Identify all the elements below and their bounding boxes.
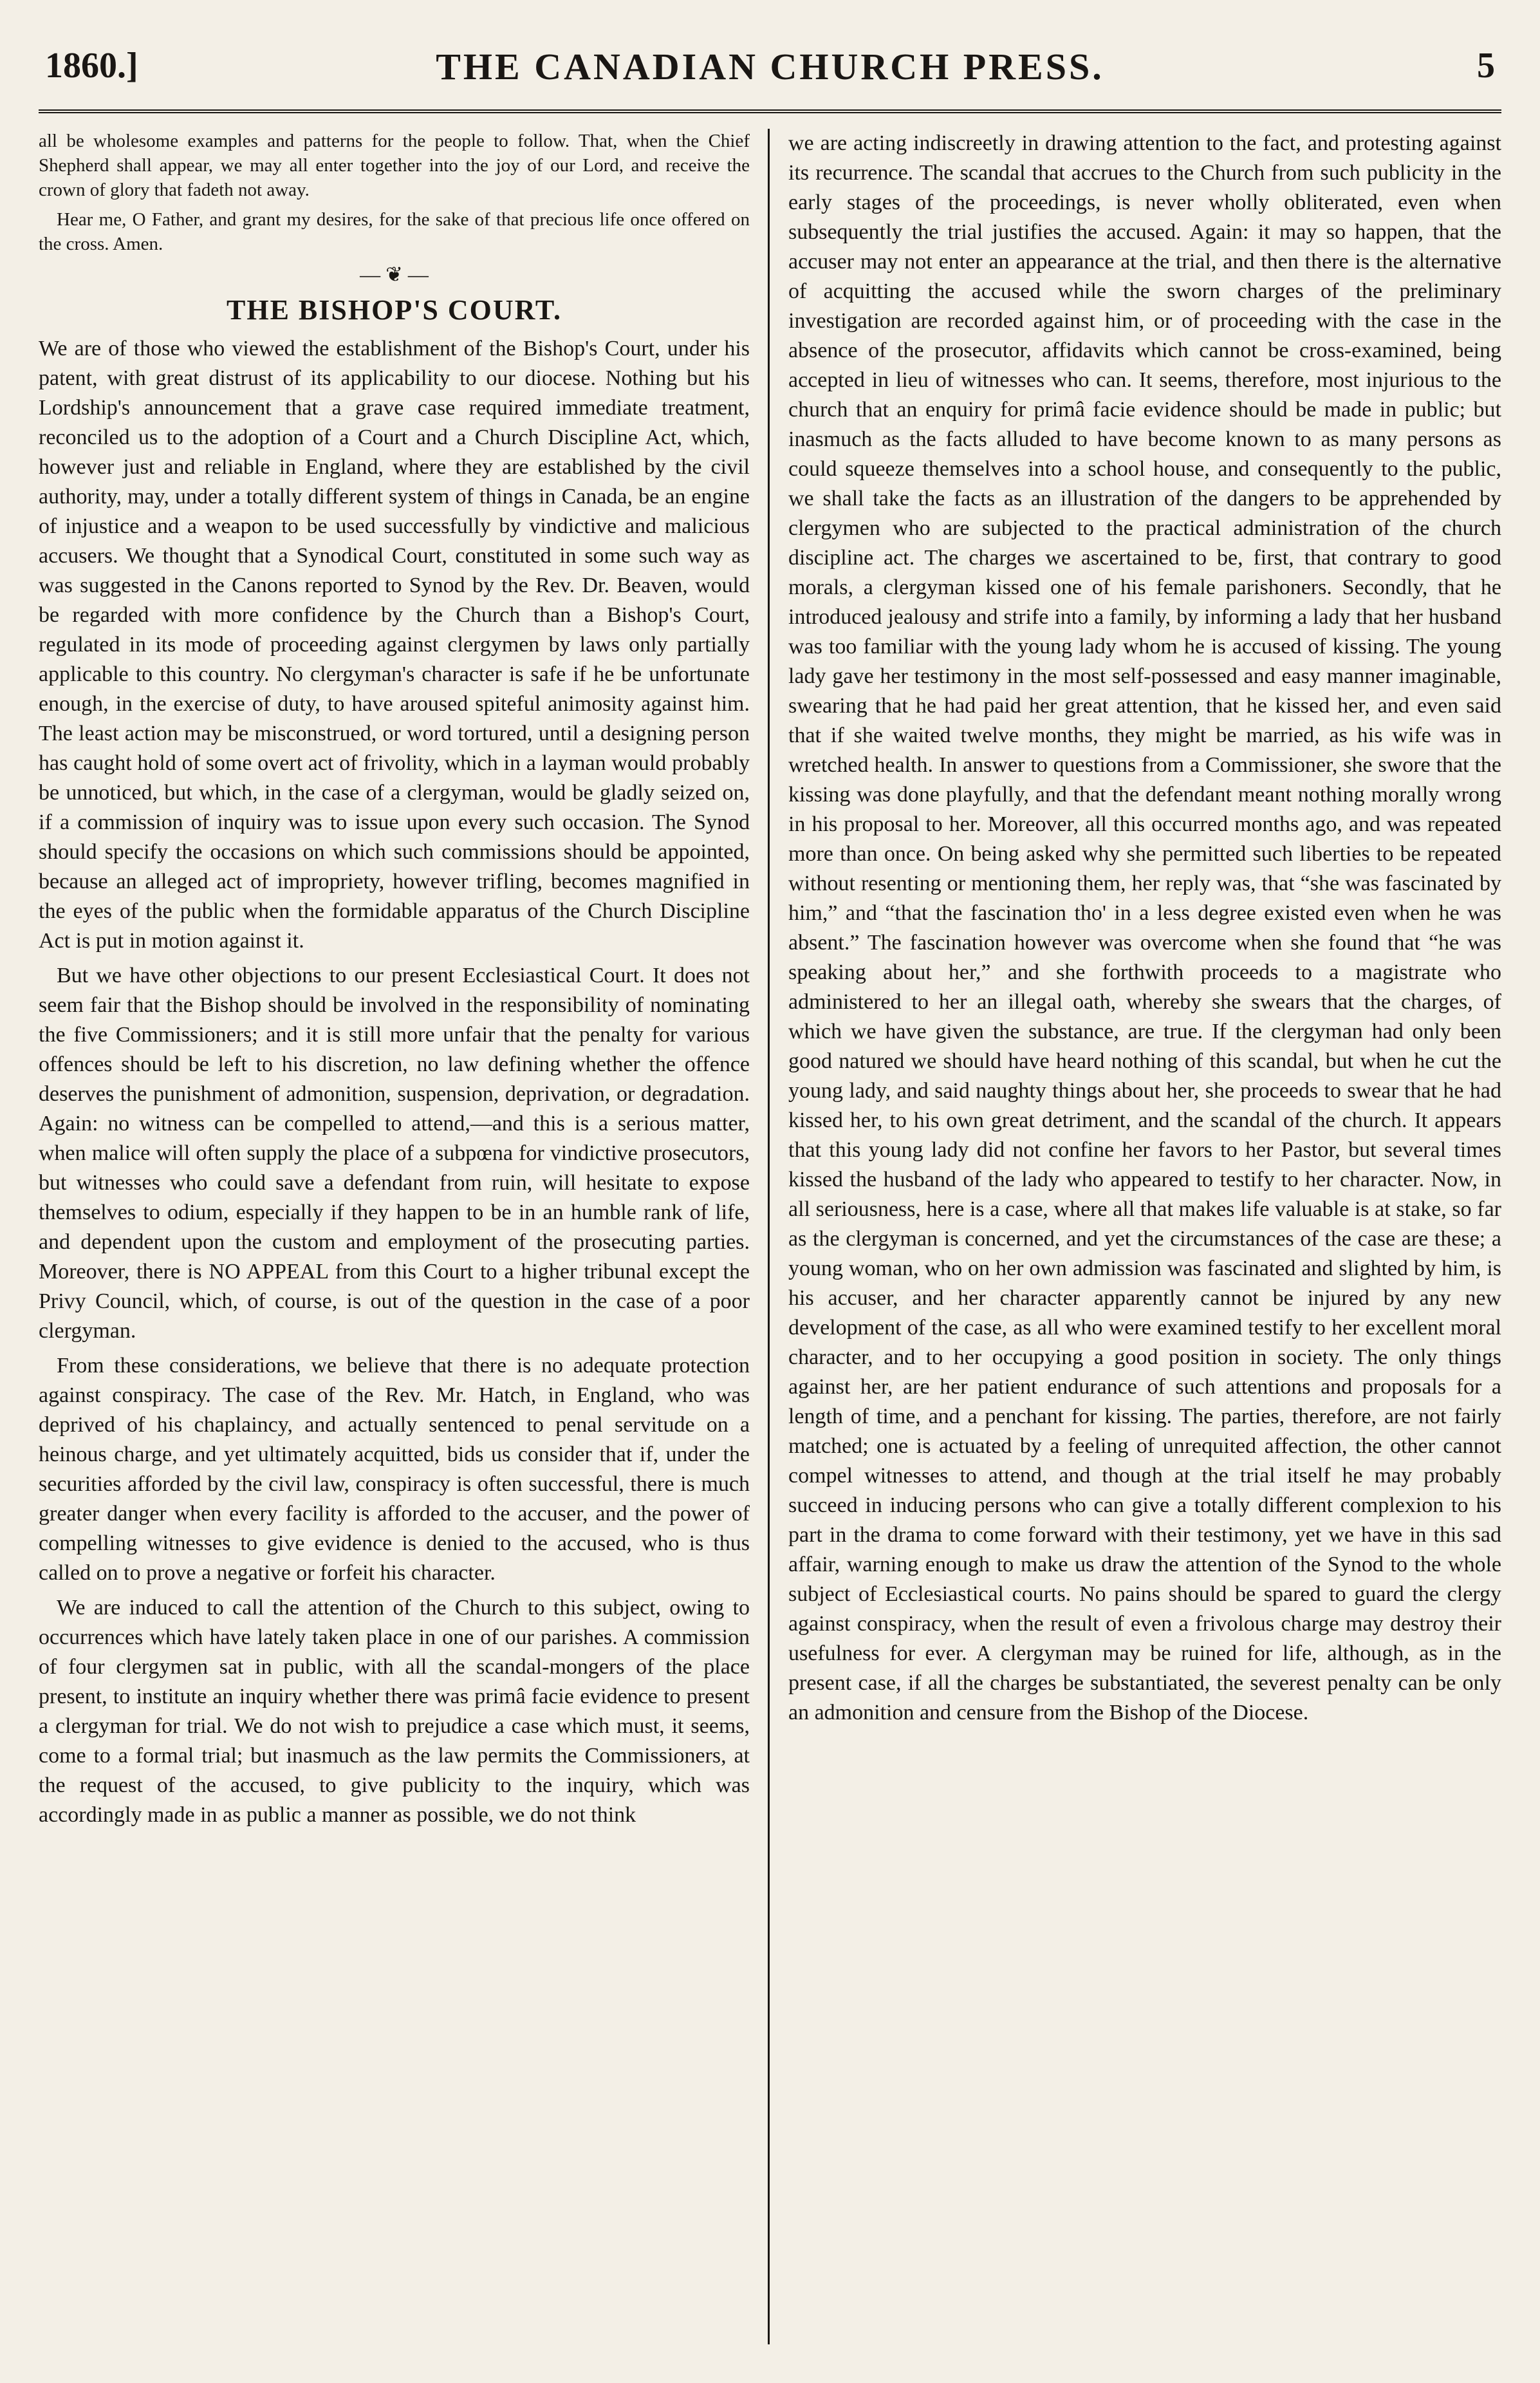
right-column bbox=[788, 129, 1501, 2344]
article-paragraph: We are induced to call the attention of the Church to this subject, owing to occurrences which have lately taken place in one of our parishes. A commission of four clergymen sat in public, with all the scandal-mongers of the place present, to institute an inquiry whether there was primâ facie evidence to present a clergyman for trial. We do not wish to prejudice a case which must, it seems, come to a formal trial; but inasmuch as the law permits the Commissioners, at the request of the accused, to give publicity to the inquiry, which was accordingly made in as public a manner as possible, we do not think bbox=[39, 1596, 750, 1827]
article-paragraph: From these considerations, we believe that there is no adequate protection against conspiracy. The case of the Rev. Mr. Hatch, in England, who was deprived of his chaplaincy, and actually sentenced to penal servitude on a heinous charge, and yet ultimately acquitted, bids us consider that if, under the securities afforded by the civil law, conspiracy is often successful, there is much greater danger when every facility is afforded to the accuser, and the power of compelling witnesses to give evidence is denied to the accused, who is thus called on to prove a negative or forfeit his character. bbox=[39, 1354, 750, 1585]
ornament-divider: — ❦ — bbox=[360, 263, 429, 286]
article-paragraph: we are acting indiscreetly in drawing attention to the fact, and protesting against its recurrence. The scandal that accrues to the Church from such publicity in the early stages of the proceedings, is never wholly obliterated, even when subsequently the trial justifies the accused. Again: it may so happen, that the accuser may not enter an appearance at the trial, and then there is the alternative of acquitting the accused while the sworn charges of the preliminary investigation are recorded against him, or of proceeding with the case in the absence of the prosecutor, affidavits which cannot be cross-examined, being accepted in lieu of witnesses who can. It seems, therefore, most injurious to the church that an enquiry for primâ facie evidence should be made in public; but inasmuch as the facts alluded to have become known to as many persons as could squeeze themselves into a school house, and consequently to the public, we shall take the facts as an illustration of the dangers to be apprehended by clergymen who are subjected to the practical administration of the church discipline act. The charges we ascertained to be, first, that contrary to good morals, a clergyman kissed one of his female parishoners. Secondly, that he introduced jealousy and strife into a family, by informing a lady that her husband was too familiar with the young lady whom he is accused of kissing. The young lady gave her testimony in the most self-possessed and easy manner imaginable, swearing that he had paid her great attention, that he kissed her, and even said that if she waited twelve months, they might be married, as his wife was in wretched health. In answer to questions from a Commissioner, she swore that the kissing was done playfully, and that the defendant meant nothing morally wrong in his proposal to her. Moreover, all this occurred months ago, and was repeated more than once. On being asked why she permitted such liberties to be repeated without resenting or mentioning them, her reply was, that “she was fascinated by him,” and “that the fascination tho' in a less degree existed even when he was absent.” The fascination however was overcome when she found that “he was speaking about her,” and she forthwith proceeds to a magistrate who administered to her an illegal oath, whereby she swears that the charges, of which we have given the substance, are true. If the clergyman had only been good natured we should have heard nothing of this scandal, but when he cut the young lady, and said naughty things about her, she proceeds to swear that he had kissed her, to his own great detriment, and the scandal of the church. It appears that this young lady did not confine her favors to her Pastor, but several times kissed the husband of the lady who appeared to testify to her character. Now, in all seriousness, here is a case, where all that makes life valuable is at stake, so far as the clergyman is concerned, and yet the circumstances of the case are these; a young woman, who on her own admission was fascinated and slighted by him, is his accuser, and her character apparently cannot be injured by any new development of the case, as all who were examined testify to her excellent moral character, and to her occupying a good position in society. The only things against her, are her patient endurance of such attentions and proposals for a length of time, and a penchant for kissing. The parties, therefore, are not fairly matched; one is actuated by a feeling of unrequited affection, the other cannot compel witnesses to attend, and though at the trial itself he may probably succeed in inducing persons who can give a totally different complexion to his part in the drama to come forward with their testimony, yet we have in this sad affair, warning enough to make us draw the attention of the Synod to the whole subject of Ecclesiastical courts. No pains should be spared to guard the clergy against conspiracy, when the result of even a frivolous charge may destroy their usefulness for ever. A clergyman may be ruined for life, although, as in the present case, if all the charges be substantiated, the severest penalty can be only an admonition and censure from the Bishop of the Diocese. bbox=[788, 131, 1501, 1724]
publication-title: THE CANADIAN CHURCH PRESS. bbox=[436, 46, 1104, 88]
prayer-paragraph: Hear me, O Father, and grant my desires, for the sake of that precious life once offered on the cross. Amen. bbox=[39, 209, 750, 254]
article-paragraph: But we have other objections to our present Ecclesiastical Court. It does not seem fair that the Bishop should be involved in the responsibility of nominating the five Commissioners; and it is still more unfair that the penalty for various offences should be left to his discretion, no law defining whether the offence deserves the punishment of admonition, suspension, deprivation, or degradation. Again: no witness can be compelled to attend,—and this is a serious matter, when malice will often supply the place of a subpœna for vindictive prosecutors, but witnesses who could save a defendant from ruin, will hesitate to expose themselves to odium, especially if they happen to be in an humble rank of life, and dependent upon the custom and employment of the prosecuting parties. Moreover, there is NO APPEAL from this Court to a higher tribunal except the Privy Council, which, of course, is out of the question in the case of a poor clergyman. bbox=[39, 964, 750, 1343]
page-header bbox=[39, 39, 1501, 113]
article-paragraph: We are of those who viewed the establishment of the Bishop's Court, under his patent, with great distrust of its applicability to our diocese. Nothing but his Lordship's announcement that a grave case required immediate treatment, reconciled us to the adoption of a Court and a Church Discipline Act, which, however just and reliable in England, where they are established by the civil authority, may, under a totally different system of things in Canada, be an engine of injustice and a weapon to be used successfully by vindictive and malicious accusers. We thought that a Synodical Court, constituted in some such way as was suggested in the Canons reported to Synod by the Rev. Dr. Beaven, would be regarded with more confidence by the Church than a Bishop's Court, regulated in its mode of proceeding against clergymen by laws only partially applicable to this country. No clergyman's character is safe if he be unfortunate enough, in the exercise of duty, to have aroused spiteful animosity against him. The least action may be misconstrued, or word tortured, until a designing person has caught hold of some overt act of frivolity, which in a layman would probably be unnoticed, but which, in the case of a clergyman, would be gladly seized on, if a commission of inquiry was to issue upon every such occasion. The Synod should specify the occasions on which such commissions should be appointed, because an alleged act of impropriety, however trifling, becomes magnified in the eyes of the public when the formidable apparatus of the Church Discipline Act is put in motion against it. bbox=[39, 337, 750, 953]
prayer-paragraph: all be wholesome examples and patterns for the people to follow. That, when the Chief Shepherd shall appear, we may all enter together into the joy of our Lord, and receive the crown of glory that fadeth not away. bbox=[39, 131, 750, 200]
page-number: 5 bbox=[1477, 46, 1495, 86]
article-title: THE BISHOP'S COURT. bbox=[227, 294, 562, 326]
column-rule bbox=[768, 129, 770, 2344]
left-column bbox=[39, 129, 750, 2344]
header-year: 1860.] bbox=[45, 46, 138, 86]
newspaper-page bbox=[39, 39, 1501, 2344]
